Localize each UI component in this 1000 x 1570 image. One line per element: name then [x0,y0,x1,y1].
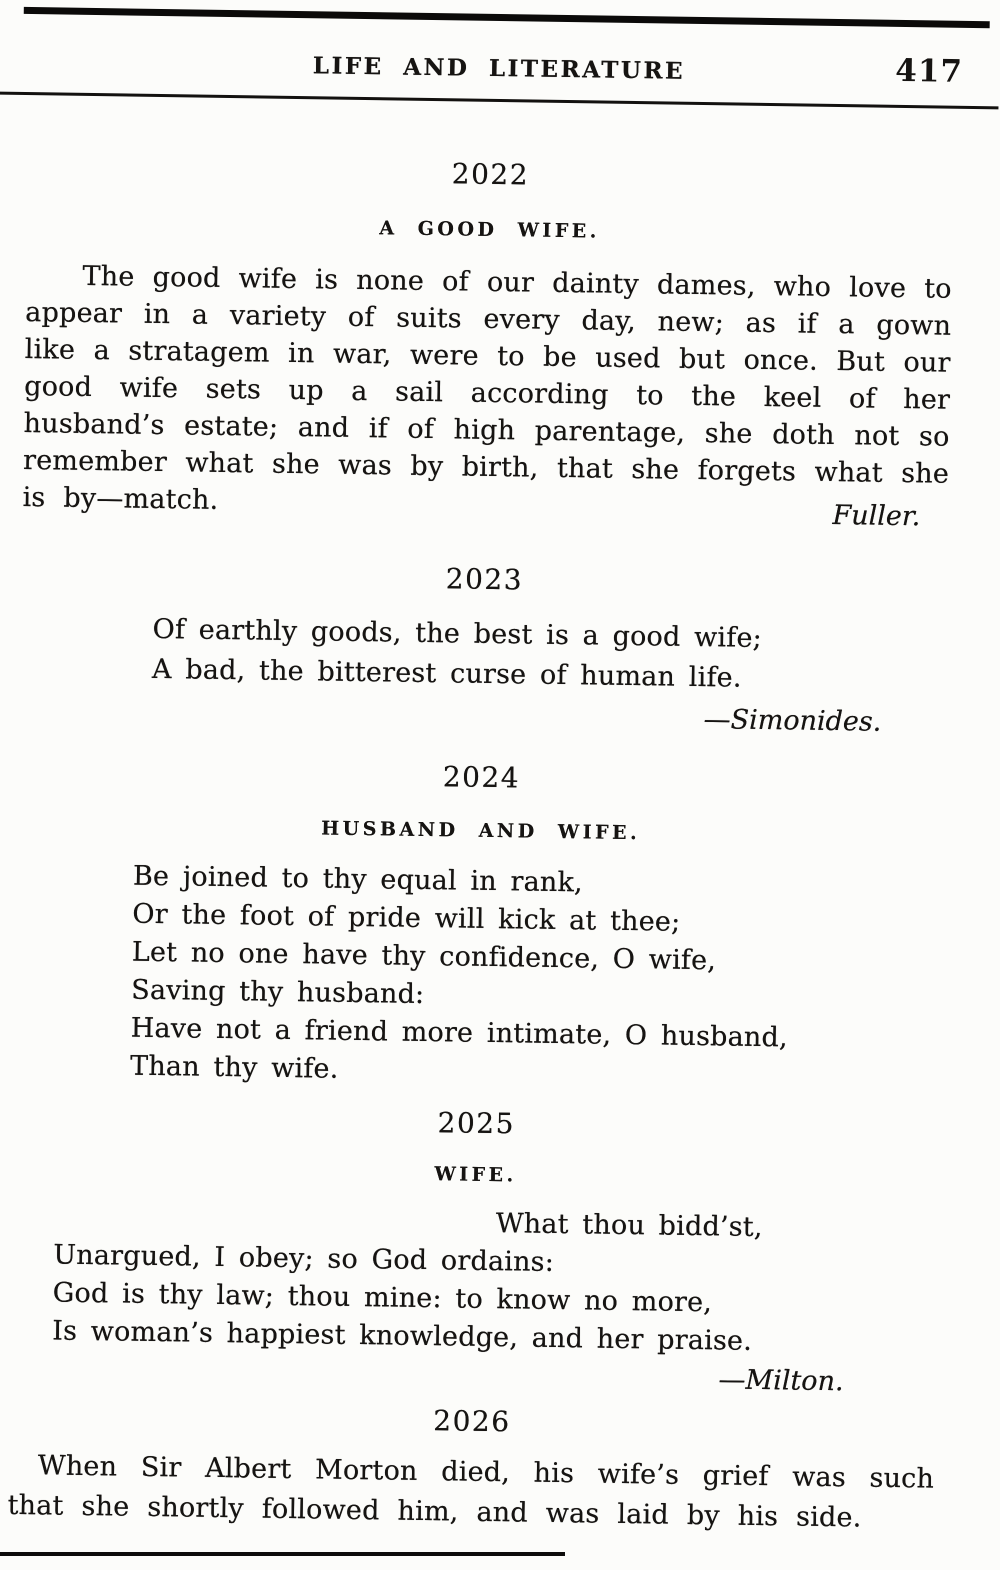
entry-verse [152,610,947,702]
verse-line: A bad, the bitterest curse of human life. [151,653,742,694]
entry-number: 2023 [445,562,524,597]
verse-line: Be joined to thy equal in rank, [132,860,584,899]
page-content [0,151,998,1541]
verse-line: Unargued, I obey; so God ordains: [53,1239,555,1278]
entry-2023 [19,556,947,742]
entry-verse [52,1199,938,1364]
entry-2025 [9,1100,939,1402]
entry-prose: The good wife is none of our dainty dames, who love to appear in a variety of suits every day, new; as if a gown like a stratagem in war, were to be used but once. But our good wife sets up a sail according to the keel of her husband’s estate; and if of high parentage, she doth not so remember what she was by birth, that she forgets what she is by—match. [22,260,952,516]
entry-number: 2026 [433,1404,511,1439]
page-header-title: LIFE AND LITERATURE [312,52,686,85]
verse-line: Of earthly goods, the best is a good wife; [152,613,763,654]
entry-number: 2024 [442,760,521,795]
verse-line: Let no one have thy confidence, O wife, [131,936,717,977]
verse-line: Than thy wife. [129,1050,339,1085]
entry-number: 2022 [451,157,530,192]
entry-2024 [14,754,945,1098]
verse-line: Or the foot of pride will kick at thee; [132,898,681,938]
bottom-scan-edge-artifact [0,1552,565,1556]
entry-2026 [7,1398,935,1540]
page-header [0,40,999,95]
entry-title: HUSBAND AND WIFE. [321,817,641,845]
verse-line: Saving thy husband: [131,974,425,1010]
entry-title: WIFE. [434,1163,517,1187]
entry-verse [130,858,943,1098]
verse-line: God is thy law; thou mine: to know no more, [52,1277,713,1319]
entry-2022 [22,151,953,536]
top-rule [24,7,990,28]
verse-line: What thou bidd’st, [495,1208,763,1244]
page-number: 417 [895,52,964,90]
entry-title: A GOOD WIFE. [379,217,601,243]
entry-number: 2025 [437,1106,516,1141]
entry-attribution: —Simonides. [703,704,882,738]
entry-attribution: Fuller. [832,499,921,533]
verse-line: Is woman’s happiest knowledge, and her praise. [51,1315,753,1357]
entry-attribution: —Milton. [718,1364,844,1398]
header-rule [0,92,998,110]
verse-line: Have not a friend more intimate, O husband, [130,1012,788,1054]
entry-prose: When Sir Albert Morton died, his wife’s grief was such that she shortly followed him, and was laid by his side. [7,1450,935,1534]
